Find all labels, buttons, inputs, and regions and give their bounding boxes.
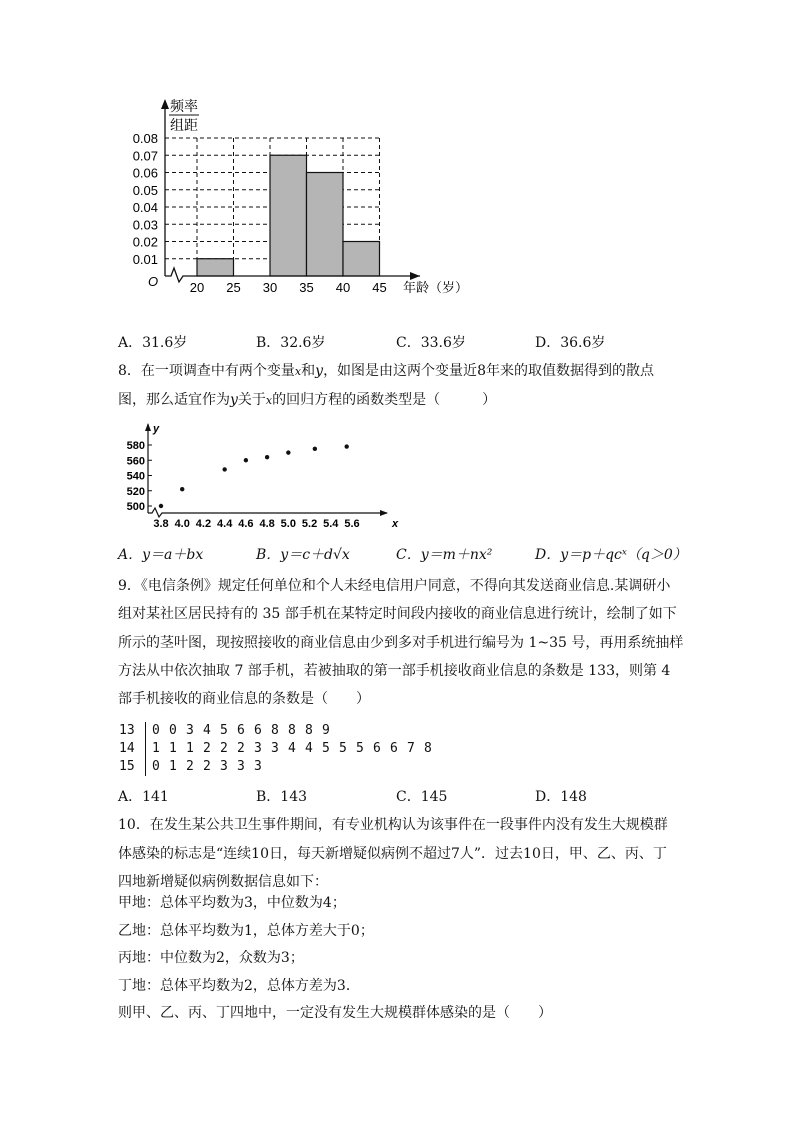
leaf-value: 1 (186, 741, 194, 756)
histogram-ylabel-bottom: 组距 (170, 117, 198, 133)
histogram-bars (197, 155, 380, 276)
scatter-point (159, 504, 163, 508)
histogram-y-tick-label: 0.04 (132, 200, 158, 215)
q8-text-and: 和 (301, 363, 316, 379)
leaf-value: 0 (152, 723, 160, 738)
q8-text-c: 年来的取值数据得到的散点 (485, 363, 654, 379)
leaf-value: 9 (322, 723, 330, 738)
scatter-y-arrow (145, 423, 151, 431)
histogram-ylabel-top: 频率 (170, 98, 198, 114)
scatter-point (313, 447, 317, 451)
leaf-value: 0 (152, 759, 160, 774)
scatter-y-tick-label: 540 (126, 470, 145, 483)
leaf-value: 3 (254, 741, 262, 756)
leaf-value: 6 (373, 741, 381, 756)
q8-option-d[interactable]: D．y＝p＋qcˣ（q＞0） (535, 547, 687, 563)
leaf-value: 2 (220, 741, 228, 756)
leaf-value: 4 (288, 741, 296, 756)
stem-value: 13 (119, 723, 135, 738)
leaf-value: 3 (186, 723, 194, 738)
histogram-x-tick-label: 40 (335, 280, 351, 295)
leaf-value: 2 (186, 759, 194, 774)
q7-option-c[interactable]: C．33.6岁 (396, 335, 466, 351)
q10-line-2: 体感染的标志是“连续10日，每天新增疑似病例不超过7人”．过去10日，甲、乙、丙、丁 (118, 846, 667, 862)
scatter-point (265, 455, 269, 459)
q8-option-a[interactable]: A．y＝a＋bx (118, 547, 204, 563)
histogram-x-tick-label: 20 (189, 280, 205, 295)
q10-line-6: 丙地：中位数为2，众数为3； (118, 950, 304, 966)
histogram-y-tick-label: 0.03 (132, 217, 158, 233)
leaf-value: 2 (203, 741, 211, 756)
q9-option-a[interactable]: A．141 (118, 789, 169, 805)
scatter-x-tick-label: 4.6 (238, 518, 254, 530)
q9-option-d[interactable]: D．148 (535, 789, 587, 805)
leaf-value: 1 (169, 741, 177, 756)
q8-var-x: x (294, 365, 302, 378)
q8-question-line1 (118, 361, 654, 382)
scatter-point (244, 458, 248, 462)
leaf-value: 5 (322, 741, 330, 756)
leaf-group (145, 758, 271, 776)
q9-line-1: 9．《电信条例》规定任何单位和个人未经电信用户同意，不得向其发送商业信息.某调研小 (118, 578, 671, 594)
scatter-x-arrow (380, 510, 388, 516)
histogram-xlabel: 年龄（岁） (403, 280, 469, 295)
scatter-x-tick-label: 3.8 (153, 518, 169, 530)
leaf-value: 6 (237, 723, 245, 738)
q8-var-y2: y (230, 392, 238, 408)
scatter-labels (127, 423, 399, 530)
q7-option-d[interactable]: D．36.6岁 (535, 335, 606, 351)
stem-leaf-row (119, 722, 441, 740)
histogram-x-tick-label: 30 (262, 280, 278, 295)
stem-leaf-row (119, 758, 441, 776)
scatter-axes (145, 423, 388, 517)
leaf-value: 5 (339, 741, 347, 756)
scatter-x-tick-label: 5.4 (323, 518, 339, 530)
leaf-group (145, 722, 339, 740)
leaf-value: 8 (271, 723, 279, 738)
leaf-value: 1 (152, 741, 160, 756)
q10-line-3: 四地新增疑似病例数据信息如下： (118, 874, 328, 890)
histogram-x-tick-label: 25 (226, 280, 241, 295)
scatter-x-tick-label: 4.8 (259, 518, 275, 530)
leaf-value: 1 (169, 759, 177, 774)
histogram-x-tick-label: 35 (299, 280, 314, 295)
histogram-bar (343, 242, 380, 277)
leaf-value: 0 (169, 723, 177, 738)
scatter-point (286, 450, 290, 454)
stem-leaf-row (119, 740, 441, 758)
leaf-value: 3 (271, 741, 279, 756)
scatter-points (159, 444, 349, 508)
scatter-x-tick-label: 5.0 (280, 518, 296, 530)
histogram-x-arrow (410, 272, 420, 280)
histogram-bar (307, 173, 344, 277)
q8-text-a: 8．在一项调查中有两个变量 (118, 363, 295, 379)
scatter-x-tick-label: 5.2 (301, 518, 318, 530)
histogram-y-tick-label: 0.05 (132, 182, 158, 198)
histogram-y-tick-label: 0.08 (132, 131, 158, 146)
scatter-y-tick-label: 520 (126, 485, 145, 498)
scatter-x-tick-label: 4.4 (217, 518, 233, 530)
leaf-value: 2 (237, 741, 245, 756)
q9-line-2: 组对某社区居民持有的 35 部手机在某特定时间段内接收的商业信息进行统计，绘制了如下 (118, 606, 677, 622)
q8-var-y: y (315, 363, 324, 379)
q8-text-e: 关于 (237, 392, 266, 408)
leaf-value: 2 (203, 759, 211, 774)
scatter-xlabel: x (392, 518, 399, 530)
scatter-x-tick-label: 4.0 (174, 518, 190, 530)
q10-line-7: 丁地：总体平均数为2，总体方差为3． (118, 978, 360, 994)
histogram-y-tick-label: 0.07 (132, 148, 158, 164)
leaf-value: 8 (424, 741, 432, 756)
q9-line-5: 部手机接收的商业信息的条数是（ ） (118, 691, 370, 707)
scatter-x-axis (148, 508, 387, 517)
stem-leaf-plot (119, 722, 441, 776)
scatter-point (180, 487, 184, 491)
q8-text-d: 图，那么适宜作为 (118, 392, 230, 408)
histogram-y-tick-label: 0.06 (132, 165, 158, 181)
scatter-point (344, 444, 348, 448)
leaf-value: 6 (254, 723, 262, 738)
histogram-x-tick-label: 45 (372, 280, 387, 295)
leaf-value: 6 (390, 741, 398, 756)
scatter-x-tick-label: 5.6 (344, 518, 360, 530)
q7-option-a[interactable]: A．31.6岁 (118, 335, 188, 351)
q9-line-4: 方法从中依次抽取 7 部手机，若被抽取的第一部手机接收商业信息的条数是 133，则第 4 (118, 663, 671, 679)
q9-line-3: 所示的茎叶图，现按照接收的商业信息由少到多对手机进行编号为 1~35 号，再用系统抽样 (118, 635, 684, 651)
q10-line-5: 乙地：总体平均数为1，总体方差大于0； (118, 923, 374, 939)
scatter-ylabel: y (153, 423, 160, 435)
leaf-value: 3 (237, 759, 245, 774)
q10-line-4: 甲地：总体平均数为3，中位数为4； (118, 895, 346, 911)
leaf-value: 8 (305, 723, 313, 738)
stem-value: 14 (119, 741, 135, 756)
q8-option-c[interactable]: C．y＝m＋nx² (396, 547, 493, 563)
scatter-y-tick-label: 560 (126, 455, 145, 468)
histogram-chart (120, 95, 470, 305)
leaf-value: 3 (254, 759, 262, 774)
histogram-y-tick-label: 0.02 (132, 234, 158, 250)
q9-option-c[interactable]: C．145 (396, 789, 448, 805)
leaf-value: 3 (220, 759, 228, 774)
scatter-chart (115, 420, 415, 538)
stem-value: 15 (119, 759, 135, 774)
histogram-origin-label: O (148, 274, 159, 289)
histogram-y-arrow (161, 99, 169, 109)
scatter-y-tick-label: 500 (126, 501, 145, 513)
scatter-y-tick-label: 580 (126, 440, 145, 452)
q7-option-b[interactable]: B．32.6岁 (256, 335, 326, 351)
scatter-x-tick-label: 4.2 (195, 518, 212, 530)
q8-question-line2 (118, 390, 496, 411)
histogram-y-tick-label: 0.01 (132, 251, 158, 267)
leaf-value: 4 (203, 723, 211, 738)
leaf-value: 8 (288, 723, 296, 738)
q8-option-b[interactable]: B．y＝c＋d√x (256, 547, 350, 563)
q8-var-x2: x (265, 394, 273, 407)
histogram-bar (197, 259, 234, 276)
leaf-value: 5 (356, 741, 364, 756)
leaf-value: 5 (220, 723, 228, 738)
leaf-value: 7 (407, 741, 415, 756)
scatter-point (222, 467, 226, 471)
histogram-bar (270, 155, 307, 276)
q10-line-8: 则甲、乙、丙、丁四地中，一定没有发生大规模群体感染的是（ ） (118, 1005, 552, 1021)
leaf-group (145, 740, 441, 758)
q9-option-b[interactable]: B．143 (256, 789, 308, 805)
q8-num: 8 (477, 363, 486, 379)
leaf-value: 4 (305, 741, 313, 756)
q8-text-f: 的回归方程的函数类型是（ ） (272, 392, 497, 408)
q10-line-1: 10．在发生某公共卫生事件期间，有专业机构认为该事件在一段事件内没有发生大规模群 (118, 817, 668, 833)
q8-text-b: ，如图是由这两个变量近 (323, 363, 478, 379)
